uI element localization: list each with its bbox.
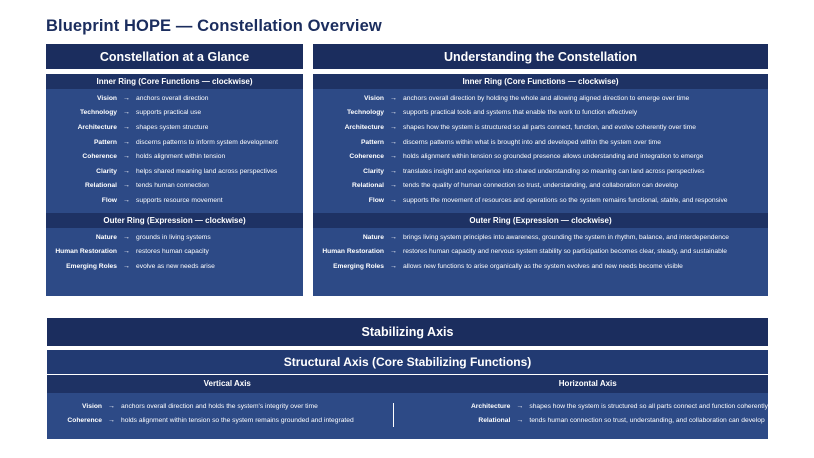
- list-item: [313, 106, 768, 121]
- item-description: allows new functions to arise organically as the system evolves and new needs become visible: [403, 262, 683, 270]
- arrow-right-icon: →: [123, 153, 130, 161]
- item-label: Vision: [82, 402, 102, 410]
- item-label: Pattern: [360, 138, 384, 146]
- arrow-right-icon: →: [123, 138, 130, 146]
- arrow-right-icon: →: [390, 262, 397, 270]
- item-label: Nature: [362, 233, 384, 241]
- arrow-right-icon: →: [123, 262, 130, 270]
- item-label: Vision: [364, 94, 384, 102]
- item-description: holds alignment within tension so grounded presence allows understanding and integration to emerge: [403, 153, 704, 161]
- item-label: Coherence: [82, 153, 117, 161]
- item-description: brings living system principles into awareness, grounding the system in rhythm, balance, and interdependence: [403, 233, 730, 241]
- list-item: [46, 244, 303, 259]
- list-item: [313, 164, 768, 179]
- axis-divider: [393, 403, 394, 427]
- left-outer-heading: Outer Ring (Expression — clockwise): [46, 213, 303, 228]
- item-description: holds alignment within tension so the system remains grounded and integrated: [121, 417, 354, 425]
- item-description: tends human connection: [136, 182, 209, 190]
- item-description: evolve as new needs arise: [136, 262, 215, 270]
- list-item: [46, 91, 303, 106]
- item-label: Emerging Roles: [333, 262, 384, 270]
- item-label: Relational: [85, 182, 117, 190]
- horizontal-axis-list: [396, 399, 768, 428]
- left-title: Constellation at a Glance: [99, 49, 250, 64]
- list-item: [396, 399, 768, 414]
- item-description: discerns patterns to inform system development: [136, 138, 278, 146]
- item-label: Clarity: [96, 167, 117, 175]
- axis-headings: [47, 375, 768, 393]
- arrow-right-icon: →: [123, 123, 130, 131]
- horizontal-axis-heading: Horizontal Axis: [558, 379, 617, 388]
- left-inner-heading: Inner Ring (Core Functions — clockwise): [46, 74, 303, 89]
- item-description: translates insight and experience into shared understanding so meaning can land across perspectives: [403, 167, 705, 175]
- item-description: restores human capacity and nervous system stability so participation becomes clear, steady, and sustainable: [403, 248, 728, 256]
- item-description: tends human connection so trust, understanding, and collaboration can develop: [529, 417, 765, 425]
- arrow-right-icon: →: [390, 138, 397, 146]
- arrow-right-icon: →: [123, 182, 130, 190]
- vertical-axis-heading: Vertical Axis: [203, 379, 251, 388]
- right-outer-list: [313, 228, 768, 274]
- stabilizing-axis-bar: [47, 318, 768, 346]
- item-description: shapes system structure: [136, 123, 209, 131]
- arrow-right-icon: →: [390, 233, 397, 241]
- arrow-right-icon: →: [390, 123, 397, 131]
- item-label: Technology: [79, 109, 117, 117]
- list-item: [47, 414, 396, 429]
- arrow-right-icon: →: [123, 94, 130, 102]
- item-label: Relational: [352, 182, 384, 190]
- item-label: Emerging Roles: [66, 262, 117, 270]
- left-outer-list: [46, 228, 303, 274]
- list-item: [313, 193, 768, 208]
- arrow-right-icon: →: [516, 402, 524, 410]
- vertical-axis-list: [47, 399, 396, 428]
- item-description: shapes how the system is structured so all parts connect, function, and evolve coherently over time: [403, 123, 696, 131]
- list-item: [313, 149, 768, 164]
- item-description: tends the quality of human connection so trust, understanding, and collaboration can develop: [403, 182, 679, 190]
- arrow-right-icon: →: [390, 94, 397, 102]
- arrow-right-icon: →: [390, 109, 397, 117]
- item-label: Flow: [101, 196, 117, 204]
- item-label: Vision: [97, 94, 117, 102]
- list-item: [46, 179, 303, 194]
- list-item: [46, 149, 303, 164]
- list-item: [313, 230, 768, 245]
- item-label: Human Restoration: [55, 248, 117, 256]
- item-label: Relational: [478, 417, 511, 425]
- right-panel: [313, 74, 768, 296]
- item-description: discerns patterns within what is brought into and developed within the system over time: [403, 138, 661, 146]
- left-title-bar: [46, 44, 303, 69]
- item-label: Coherence: [67, 417, 102, 425]
- item-label: Nature: [95, 233, 117, 241]
- item-description: anchors overall direction and holds the system's integrity over time: [121, 402, 318, 410]
- item-description: helps shared meaning land across perspectives: [136, 167, 278, 175]
- item-description: holds alignment within tension: [136, 153, 226, 161]
- list-item: [313, 135, 768, 150]
- item-description: supports the movement of resources and operations so the system remains functional, stable, and responsive: [403, 196, 728, 204]
- arrow-right-icon: →: [123, 233, 130, 241]
- right-title-bar: [313, 44, 768, 69]
- arrow-right-icon: →: [108, 417, 115, 425]
- item-description: shapes how the system is structured so all parts connect and function coherently: [529, 402, 768, 410]
- list-item: [313, 91, 768, 106]
- right-outer-heading: Outer Ring (Expression — clockwise): [313, 213, 768, 228]
- axis-body: [47, 393, 768, 428]
- arrow-right-icon: →: [390, 167, 397, 175]
- list-item: [46, 106, 303, 121]
- left-panel: [46, 74, 303, 296]
- item-description: anchors overall direction by holding the whole and allowing aligned direction to emerge over time: [403, 94, 690, 102]
- arrow-right-icon: →: [123, 248, 130, 256]
- right-inner-list: [313, 89, 768, 208]
- arrow-right-icon: →: [390, 153, 397, 161]
- item-label: Flow: [368, 196, 384, 204]
- list-item: [313, 244, 768, 259]
- item-label: Architecture: [344, 123, 384, 131]
- right-inner-heading: Inner Ring (Core Functions — clockwise): [313, 74, 768, 89]
- item-description: grounds in living systems: [136, 233, 211, 241]
- arrow-right-icon: →: [123, 167, 130, 175]
- list-item: [313, 120, 768, 135]
- item-label: Architecture: [470, 402, 511, 410]
- list-item: [46, 230, 303, 245]
- arrow-right-icon: →: [123, 109, 130, 117]
- item-description: supports practical tools and systems that enable the work to function effectively: [403, 109, 638, 117]
- stabilizing-axis-title: Stabilizing Axis: [361, 325, 454, 339]
- list-item: [46, 259, 303, 274]
- list-item: [46, 135, 303, 150]
- item-description: anchors overall direction: [136, 94, 209, 102]
- right-title: Understanding the Constellation: [443, 49, 638, 64]
- list-item: [396, 414, 768, 429]
- item-label: Architecture: [77, 123, 117, 131]
- structural-axis-panel: [47, 375, 768, 439]
- item-label: Coherence: [349, 153, 384, 161]
- left-inner-list: [46, 89, 303, 208]
- item-description: supports resource movement: [136, 196, 223, 204]
- arrow-right-icon: →: [108, 402, 115, 410]
- list-item: [47, 399, 396, 414]
- arrow-right-icon: →: [516, 417, 524, 425]
- item-description: restores human capacity: [136, 248, 209, 256]
- page-title: Blueprint HOPE — Constellation Overview: [46, 17, 382, 35]
- item-description: supports practical use: [136, 109, 202, 117]
- item-label: Clarity: [363, 167, 384, 175]
- arrow-right-icon: →: [390, 182, 397, 190]
- list-item: [313, 259, 768, 274]
- item-label: Pattern: [93, 138, 117, 146]
- list-item: [313, 179, 768, 194]
- list-item: [46, 164, 303, 179]
- item-label: Human Restoration: [322, 248, 384, 256]
- structural-axis-title: Structural Axis (Core Stabilizing Functions): [283, 355, 532, 369]
- arrow-right-icon: →: [390, 196, 397, 204]
- list-item: [46, 120, 303, 135]
- arrow-right-icon: →: [123, 196, 130, 204]
- item-label: Technology: [346, 109, 384, 117]
- list-item: [46, 193, 303, 208]
- arrow-right-icon: →: [390, 248, 397, 256]
- structural-axis-bar: [47, 350, 768, 374]
